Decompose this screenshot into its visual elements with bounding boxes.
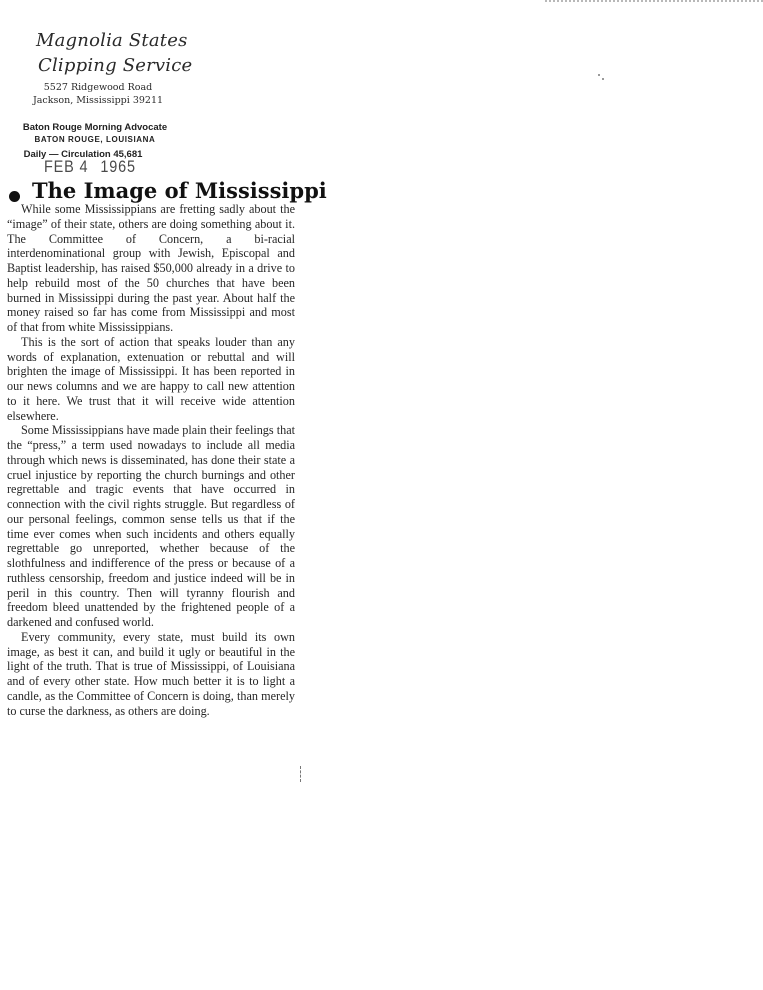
date-stamp <box>44 157 148 177</box>
clipping-service-address-line1: 5527 Ridgewood Road <box>43 82 153 93</box>
article-paragraph: Some Mississippians have made plain their feelings that the “press,” a term used nowadays to include all media through which news is disseminated, has done their state a cruel injustice by reporting the church burnings and other regrettable and tragic events that have occurred in connection with the civil rights struggle. But regardless of our personal feelings, common sense tells us that if the time ever comes when such incidents and others equally regrettable go unreported, whether because of the slothfulness and indifference of the press or because of a ruthless censorship, freedom and justice indeed will be in peril in this country. Then will tyranny flourish and freedom bleed unattended by the frightened people of a darkened and confused world. <box>7 423 295 629</box>
margin-tear-mark <box>300 766 301 782</box>
scan-speck <box>598 74 600 76</box>
clipping-service-name-line2: Clipping Service <box>38 55 193 76</box>
article-paragraph: This is the sort of action that speaks louder than any words of explanation, extenuation or rebuttal and will brighten the image of Mississippi. It has been reported in our news columns and we are happy to call new attention to it here. We trust that it will receive wide attention elsewhere. <box>7 334 295 423</box>
date-stamp-year: 1965 <box>100 157 136 176</box>
publication-circulation: Daily — Circulation 45,681 <box>23 149 143 160</box>
article-headline: The Image of Mississippi <box>32 178 327 203</box>
clipping-service-name-line1: Magnolia States <box>36 30 188 51</box>
scan-border-dots <box>545 0 763 2</box>
date-stamp-month-day: FEB 4 <box>44 157 89 176</box>
article-paragraph: While some Mississippians are fretting sadly about the “image” of their state, others are doing something about it. The Committee of Concern, a bi-racial interdenominational group with Jewish, Episcopal and Baptist leadership, has raised $50,000 already in a drive to help rebuild most of the 50 churches that have been burned in Mississippi during the past year. About half the money raised so far has come from Mississippi and most of that from white Mississippians. <box>7 202 295 334</box>
clipping-service-address-line2: Jackson, Mississippi 39211 <box>32 95 164 106</box>
publication-city: BATON ROUGE, LOUISIANA <box>34 135 156 144</box>
publication-name: Baton Rouge Morning Advocate <box>22 122 168 133</box>
article-paragraph: Every community, every state, must build its own image, as best it can, and build it ugly or beautiful in the light of the truth. That is true of Mississippi, of Louisiana and of every other state. How much better it is to light a candle, as the Committee of Concern is doing, than merely to curse the darkness, as others are doing. <box>7 629 295 718</box>
article-body <box>7 202 295 718</box>
headline-bullet <box>9 191 20 202</box>
scan-speck <box>602 78 604 80</box>
